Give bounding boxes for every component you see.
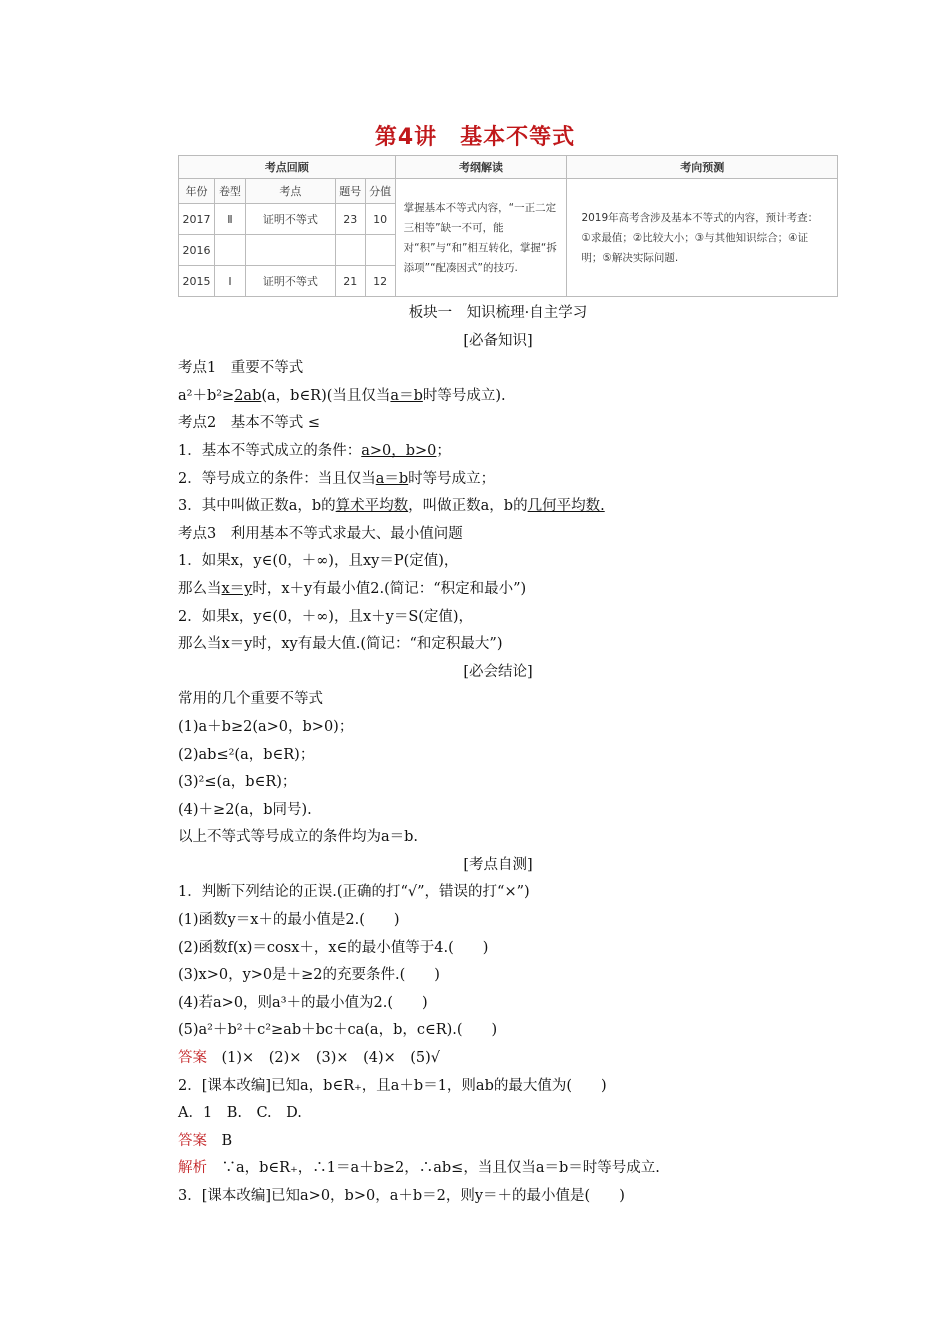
text-line: A．1 B. C. D.	[178, 1105, 302, 1122]
text-run: 2．等号成立的条件：当且仅当	[178, 470, 376, 487]
header-review: 考点回顾	[179, 156, 396, 179]
answer-line	[178, 1128, 818, 1156]
table-cell: 12	[365, 266, 395, 297]
header-forecast: 考向预测	[567, 156, 838, 179]
table-cell	[365, 235, 395, 266]
document-body	[178, 300, 818, 1211]
subsection-heading: [必备知识]	[463, 332, 533, 349]
text-line: (1)函数y＝x＋的最小值是2.( )	[178, 912, 400, 929]
answer-line	[178, 1045, 818, 1073]
text-run: 3．其中叫做正数a，b的	[178, 498, 336, 515]
table-cell	[245, 235, 335, 266]
text-run: 时等号成立；	[408, 470, 496, 487]
explanation-line	[178, 1155, 818, 1183]
subsection-heading: [必会结论]	[463, 663, 533, 680]
text-run: (1)× (2)× (3)× (4)× (5)√	[207, 1050, 441, 1067]
forecast-text: 2019年高考含涉及基本不等式的内容，预计考查：①求最值；②比较大小；③与其他知识综合；④证明；⑤解决实际问题.	[567, 179, 838, 297]
text-line: (2)ab≤²(a，b∈R)；	[178, 746, 315, 763]
answer-label: 答案	[178, 1050, 207, 1067]
text-line: (5)a²＋b²＋c²≥ab＋bc＋ca(a，b，c∈R).( )	[178, 1022, 498, 1039]
text-line: 1．如果x，y∈(0，＋∞)，且xy＝P(定值)，	[178, 553, 459, 570]
text-line	[178, 576, 818, 604]
text-line	[178, 466, 818, 494]
table-cell: 证明不等式	[245, 266, 335, 297]
text-run-underlined: a＝b	[375, 470, 409, 487]
text-line: (1)a＋b≥2(a>0，b>0)；	[178, 718, 354, 735]
text-run-underlined: a＝b	[390, 387, 423, 404]
overview-table	[178, 155, 838, 297]
page-title: 第4讲 基本不等式	[374, 125, 576, 150]
text-run-underlined: 2ab	[234, 387, 262, 404]
text-line	[178, 438, 818, 466]
text-run: 那么当	[178, 580, 222, 597]
text-run: (a，b∈R)(当且仅当	[261, 387, 391, 404]
text-line: 3．[课本改编]已知a>0，b>0，a＋b＝2，则y＝＋的最小值是( )	[178, 1188, 625, 1204]
table-cell: Ⅰ	[214, 266, 245, 297]
outline-text: 掌握基本不等式内容，“一正二定三相等”缺一不可，能对“积”与“和”相互转化，掌握“拆添项”“配凑因式”的技巧.	[395, 179, 567, 297]
text-line: (4)＋≥2(a，b同号).	[178, 801, 312, 818]
text-run-underlined: 几何平均数.	[527, 498, 605, 515]
table-cell: 23	[335, 204, 365, 235]
table-cell: 2015	[179, 266, 215, 297]
text-run: ，叫做正数a，b的	[408, 498, 528, 515]
text-line: 考点3 利用基本不等式求最大、最小值问题	[178, 525, 463, 542]
text-line: 1．判断下列结论的正误.(正确的打“√”，错误的打“×”)	[178, 884, 530, 901]
text-run: ；	[436, 442, 451, 459]
text-run-underlined: x＝y	[221, 580, 253, 597]
table-cell	[214, 235, 245, 266]
sub-header-paper: 卷型	[214, 179, 245, 204]
explanation-label: 解析	[178, 1160, 207, 1177]
table-cell: Ⅱ	[214, 204, 245, 235]
text-line: 以上不等式等号成立的条件均为a＝b.	[178, 829, 419, 846]
text-run: 时等号成立).	[422, 387, 506, 404]
sub-header-year: 年份	[179, 179, 215, 204]
table-cell: 10	[365, 204, 395, 235]
subsection-heading: [考点自测]	[463, 856, 533, 873]
text-line: 2．如果x，y∈(0，＋∞)，且x＋y＝S(定值)，	[178, 608, 474, 625]
table-cell: 21	[335, 266, 365, 297]
text-run-underlined: a>0，b>0	[361, 442, 437, 459]
answer-label: 答案	[178, 1132, 207, 1149]
sub-header-score: 分值	[365, 179, 395, 204]
text-line: (3)²≤(a，b∈R)；	[178, 774, 297, 791]
text-line: (4)若a>0，则a³＋的最小值为2.( )	[178, 994, 428, 1011]
section-heading: 板块一 知识梳理·自主学习	[408, 305, 588, 321]
text-line: 那么当x＝y时，xy有最大值.(简记：“和定积最大”)	[178, 636, 503, 653]
text-line	[178, 493, 818, 521]
header-outline: 考纲解读	[395, 156, 567, 179]
sub-header-number: 题号	[335, 179, 365, 204]
table-cell	[335, 235, 365, 266]
text-line: (2)函数f(x)＝cosx＋，x∈的最小值等于4.( )	[178, 939, 489, 956]
text-line: 常用的几个重要不等式	[178, 691, 323, 708]
table-cell: 2016	[179, 235, 215, 266]
text-run: 1．基本不等式成立的条件：	[178, 442, 362, 459]
text-line: 2．[课本改编]已知a，b∈R₊，且a＋b＝1，则ab的最大值为( )	[178, 1077, 607, 1094]
text-line	[178, 383, 818, 411]
text-line: (3)x>0，y>0是＋≥2的充要条件.( )	[178, 967, 440, 984]
text-run: 时，x＋y有最小值2.(简记：“积定和最小”)	[252, 580, 527, 597]
text-line: 考点1 重要不等式	[178, 360, 304, 377]
text-run-underlined: 算术平均数	[335, 498, 409, 515]
table-cell: 2017	[179, 204, 215, 235]
table-cell: 证明不等式	[245, 204, 335, 235]
text-line: 考点2 基本不等式 ≤	[178, 415, 320, 432]
sub-header-topic: 考点	[245, 179, 335, 204]
text-run: ∵a，b∈R₊，∴1＝a＋b≥2，∴ab≤，当且仅当a＝b＝时等号成立.	[207, 1160, 660, 1177]
text-run: B	[207, 1132, 233, 1149]
text-run: a²＋b²≥	[178, 387, 235, 404]
